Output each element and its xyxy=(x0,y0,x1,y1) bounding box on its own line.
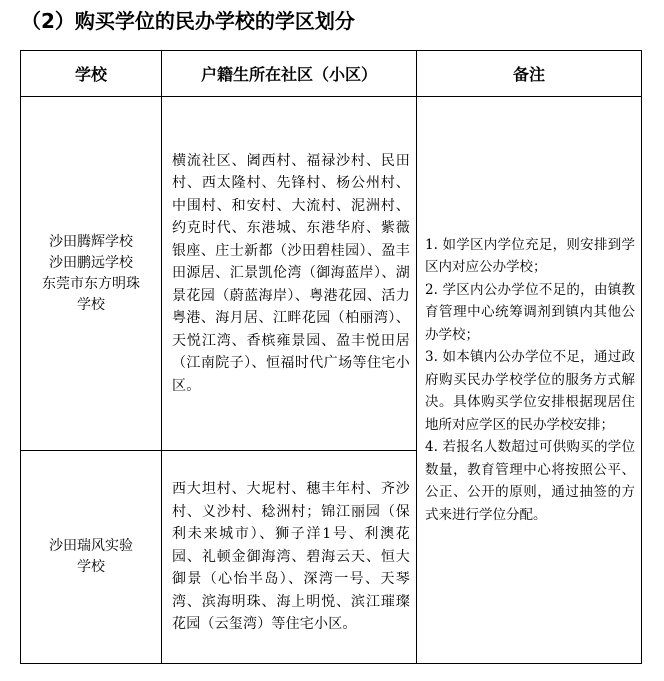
school-name-line: 沙田瑞风实验 xyxy=(49,538,133,554)
header-community: 户籍生所在社区（小区） xyxy=(162,51,417,97)
school-name-line: 东莞市东方明珠 xyxy=(42,275,140,292)
table-row xyxy=(21,97,642,451)
school-cell xyxy=(21,451,162,664)
community-cell: 横流社区、阇西村、福禄沙村、民田村、西太隆村、先锋村、杨公州村、中围村、和安村、大流村、泥洲村、约克时代、东港城、东港华府、紫薇银座、庄士新都（沙田碧桂园）、盈丰田源居、汇景凯伦湾（御海蓝岸）、湖景花园（蔚蓝海岸）、粤港花园、活力粤港、海月居、江畔花园（柏丽湾）、天悦江湾、香槟雍景园、盈丰悦田居（江南院子）、恒福时代广场等住宅小区。 xyxy=(162,97,417,451)
school-cell xyxy=(21,97,162,451)
school-name-line: 沙田鹏远学校 xyxy=(49,254,133,271)
note-item: 3. 如本镇内公办学位不足，通过政府购买民办学校学位的服务方式解决。具体购买学位安排根据现居住地所对应学区的民办学校安排； xyxy=(425,349,635,433)
school-name-line: 学校 xyxy=(77,296,105,313)
community-cell: 西大坦村、大坭村、穗丰年村、齐沙村、义沙村、稔洲村；锦江丽园（保利未来城市）、狮子洋1号、利澳花园、礼顿金御海湾、碧海云天、恒大御景（心怡半岛）、深湾一号、天琴湾、滨海明珠、海上明悦、滨江璀璨花园（云玺湾）等住宅小区。 xyxy=(162,451,417,664)
table-header-row xyxy=(21,51,642,97)
header-school: 学校 xyxy=(21,51,162,97)
header-notes: 备注 xyxy=(417,51,642,97)
school-name-line: 沙田腾辉学校 xyxy=(49,233,133,250)
section-title: （2）购买学位的民办学校的学区划分 xyxy=(21,9,355,33)
note-item: 4. 若报名人数超过可供购买的学位数量，教育管理中心将按照公平、公正、公开的原则，通过抽签的方式来进行学位分配。 xyxy=(425,439,635,523)
note-item: 1. 如学区内学位充足，则安排到学区内对应公办学校； xyxy=(425,236,635,276)
note-item: 2. 学区内公办学位不足的，由镇教育管理中心统筹调剂到镇内其他公办学校； xyxy=(425,281,635,343)
school-name-line: 学校 xyxy=(77,559,105,575)
notes-cell xyxy=(417,97,642,664)
school-district-table xyxy=(20,50,642,664)
